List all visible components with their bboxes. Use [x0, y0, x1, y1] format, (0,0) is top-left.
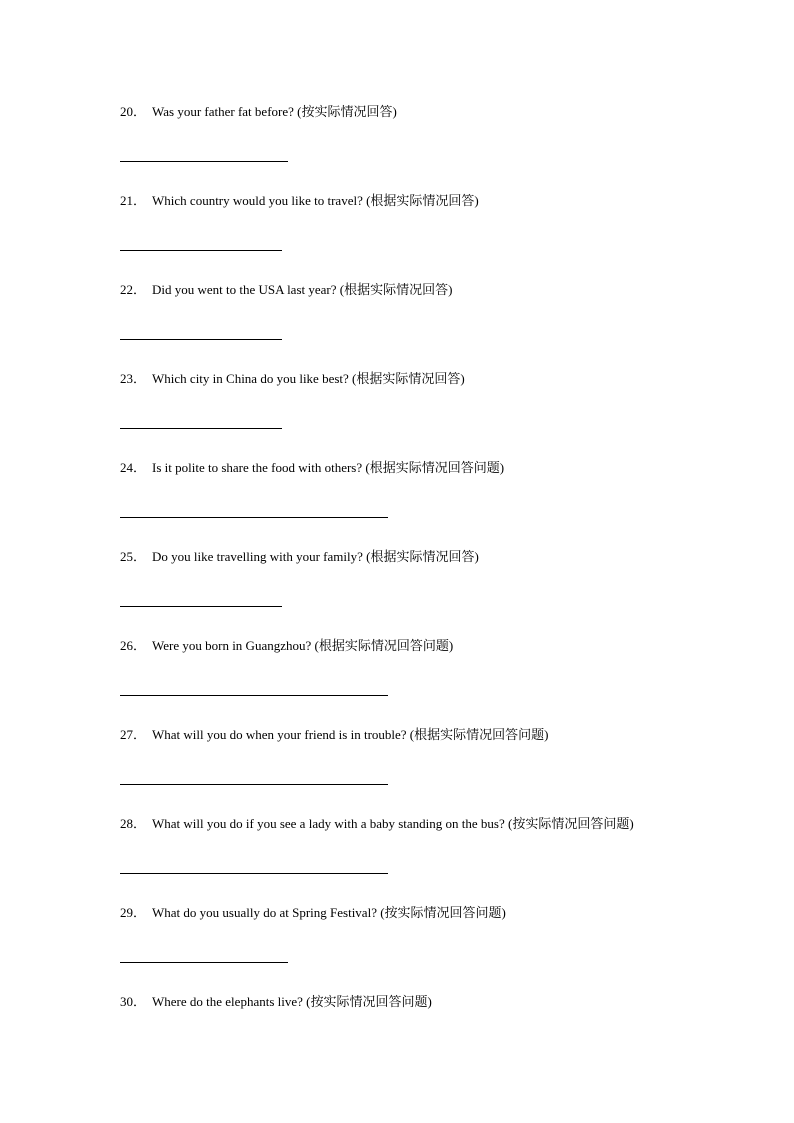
- question-30: [120, 994, 432, 1010]
- answer-line-26[interactable]: [120, 695, 388, 696]
- question-21: [120, 193, 479, 209]
- answer-line-20[interactable]: [120, 161, 288, 162]
- question-text: Where do the elephants live? (按实际情况回答问题): [152, 994, 432, 1009]
- question-number: 23．: [120, 371, 147, 386]
- answer-line-28[interactable]: [120, 873, 388, 874]
- question-number: 22．: [120, 282, 147, 297]
- question-27: [120, 727, 548, 743]
- question-number: 27．: [120, 727, 147, 742]
- question-text: What will you do if you see a lady with a baby standing on the bus? (按实际情况回答问题): [152, 816, 634, 831]
- answer-line-24[interactable]: [120, 517, 388, 518]
- question-23: [120, 371, 465, 387]
- question-text: What will you do when your friend is in trouble? (根据实际情况回答问题): [152, 727, 549, 742]
- answer-line-21[interactable]: [120, 250, 282, 251]
- question-text: Were you born in Guangzhou? (根据实际情况回答问题): [152, 638, 454, 653]
- question-number: 28．: [120, 816, 147, 831]
- question-26: [120, 638, 453, 654]
- answer-line-23[interactable]: [120, 428, 282, 429]
- question-number: 29．: [120, 905, 147, 920]
- question-number: 21．: [120, 193, 147, 208]
- answer-line-29[interactable]: [120, 962, 288, 963]
- answer-line-25[interactable]: [120, 606, 282, 607]
- question-22: [120, 282, 452, 298]
- question-number: 30．: [120, 994, 147, 1009]
- question-text: What do you usually do at Spring Festival? (按实际情况回答问题): [152, 905, 506, 920]
- question-29: [120, 905, 506, 921]
- question-20: [120, 104, 397, 120]
- question-number: 26．: [120, 638, 147, 653]
- question-text: Was your father fat before? (按实际情况回答): [152, 104, 397, 119]
- question-number: 24．: [120, 460, 147, 475]
- question-text: Which country would you like to travel? (根据实际情况回答): [152, 193, 479, 208]
- answer-line-27[interactable]: [120, 784, 388, 785]
- question-text: Did you went to the USA last year? (根据实际情况回答): [152, 282, 453, 297]
- question-28: [120, 816, 634, 832]
- question-25: [120, 549, 479, 565]
- question-number: 25．: [120, 549, 147, 564]
- question-24: [120, 460, 504, 476]
- question-number: 20．: [120, 104, 147, 119]
- answer-line-22[interactable]: [120, 339, 282, 340]
- question-text: Is it polite to share the food with others? (根据实际情况回答问题): [152, 460, 505, 475]
- question-text: Which city in China do you like best? (根据实际情况回答): [152, 371, 465, 386]
- question-text: Do you like travelling with your family? (根据实际情况回答): [152, 549, 479, 564]
